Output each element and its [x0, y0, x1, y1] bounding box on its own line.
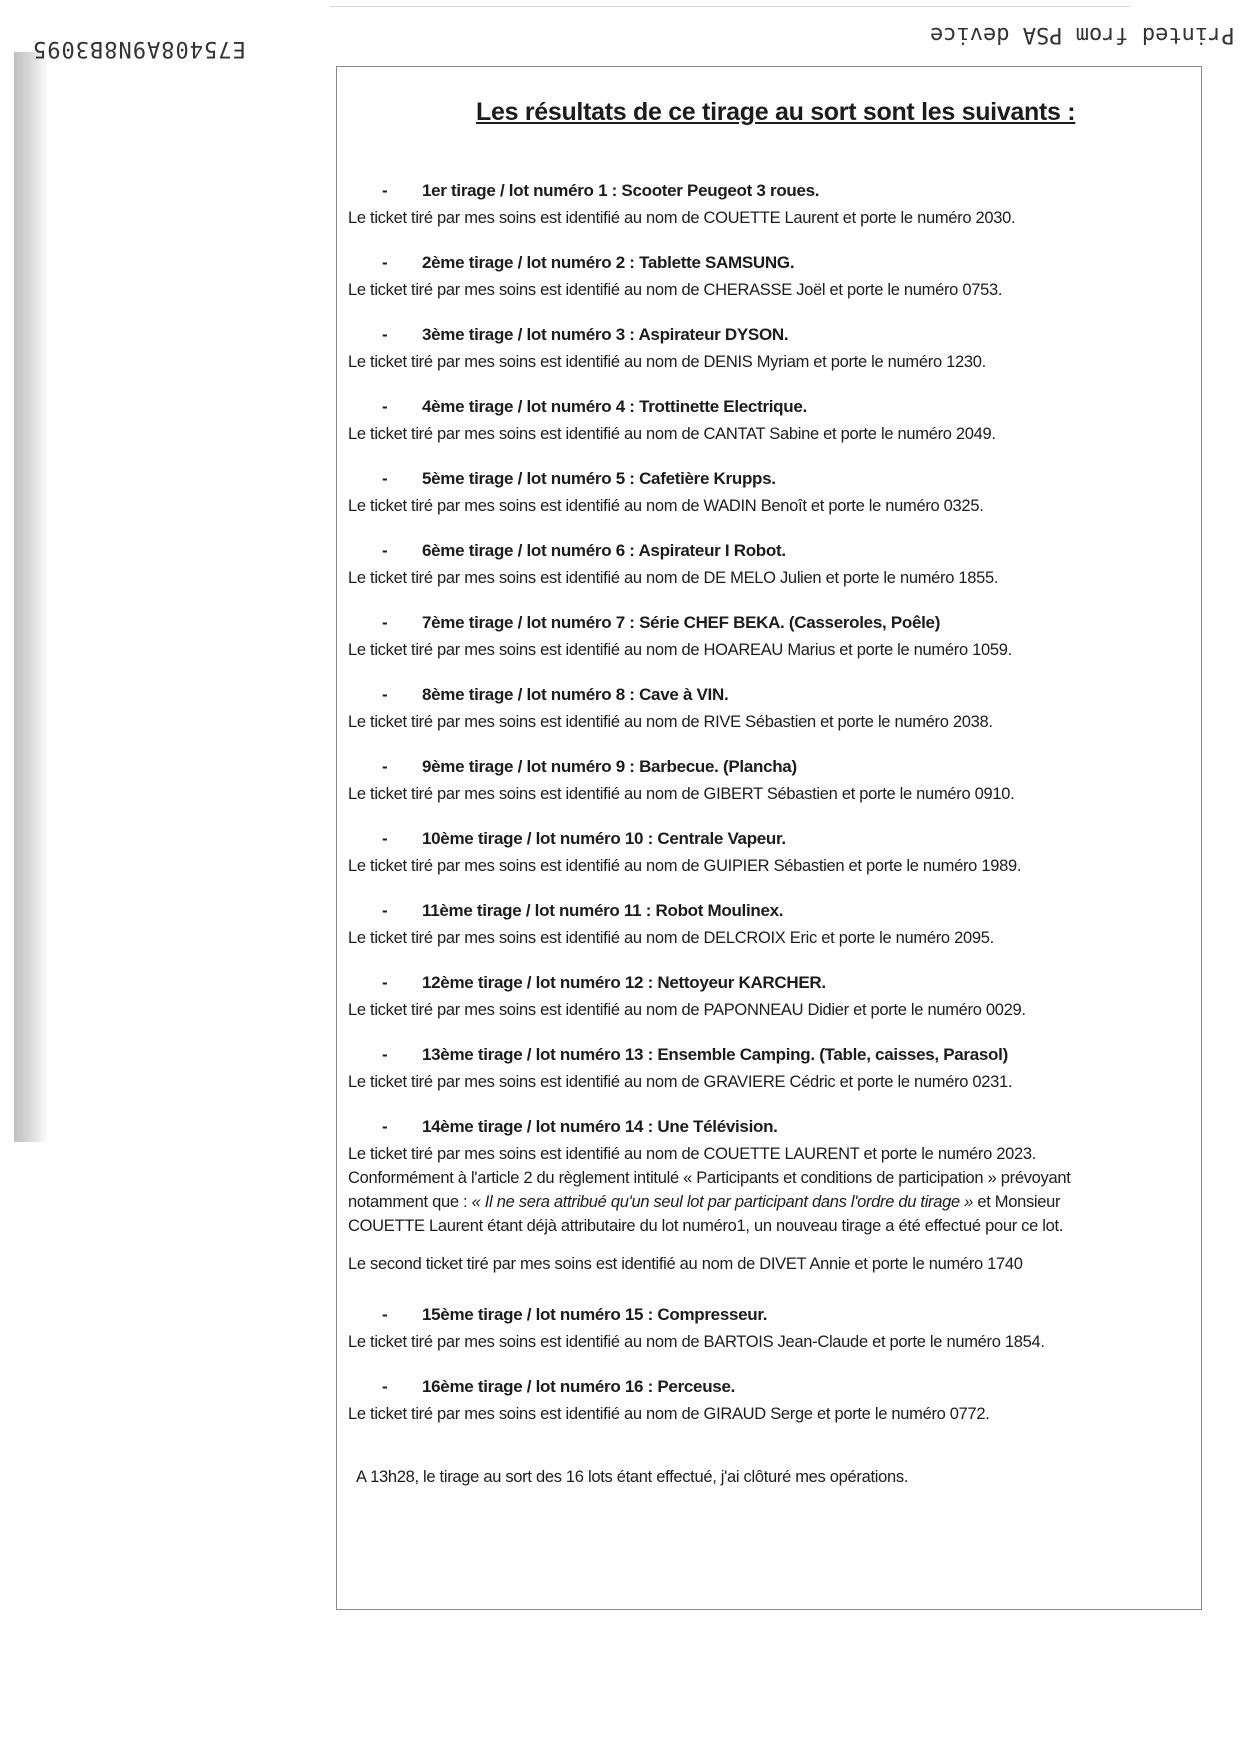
bullet-dash: -	[382, 1045, 388, 1064]
bullet-dash: -	[382, 757, 388, 776]
draw-entry-11	[348, 901, 1188, 950]
draw-heading-text: 7ème tirage / lot numéro 7 : Série CHEF BEKA. (Casseroles, Poêle)	[422, 613, 941, 632]
draw-heading-text: 5ème tirage / lot numéro 5 : Cafetière Krupps.	[422, 469, 776, 488]
draw-heading-text: 9ème tirage / lot numéro 9 : Barbecue. (Plancha)	[422, 757, 797, 776]
draw-heading-text: 12ème tirage / lot numéro 12 : Nettoyeur KARCHER.	[422, 973, 826, 992]
draw-entry-9	[348, 757, 1188, 806]
draw-heading	[348, 1117, 1188, 1137]
bullet-dash: -	[382, 829, 388, 848]
draw-entry-1	[348, 181, 1188, 230]
draw-heading-text: 14ème tirage / lot numéro 14 : Une Télévision.	[422, 1117, 778, 1136]
document-id: E75408A9N8B3095	[32, 36, 246, 61]
note-text: notamment que :	[348, 1193, 472, 1211]
draw-result: Le ticket tiré par mes soins est identifié au nom de CANTAT Sabine et porte le numéro 2049.	[348, 425, 996, 443]
draw-entry-13	[348, 1045, 1188, 1094]
draw-entry-4	[348, 397, 1188, 446]
draw-heading-text: 10ème tirage / lot numéro 10 : Centrale Vapeur.	[422, 829, 786, 848]
draw-result: Le ticket tiré par mes soins est identifié au nom de BARTOIS Jean-Claude et porte le numéro 1854.	[348, 1333, 1045, 1351]
scan-edge-shadow	[14, 52, 48, 1142]
bullet-dash: -	[382, 1305, 388, 1324]
draw-heading-text: 8ème tirage / lot numéro 8 : Cave à VIN.	[422, 685, 729, 704]
draw-heading-text: 1er tirage / lot numéro 1 : Scooter Peugeot 3 roues.	[422, 181, 820, 200]
bullet-dash: -	[382, 901, 388, 920]
draw-result: Le ticket tiré par mes soins est identifié au nom de WADIN Benoît et porte le numéro 0325.	[348, 497, 984, 515]
draw-heading	[348, 1045, 1188, 1065]
scan-top-line	[330, 6, 1130, 7]
draw-heading-text: 6ème tirage / lot numéro 6 : Aspirateur I Robot.	[422, 541, 786, 560]
draw-heading	[348, 325, 1188, 345]
draw-entry-8	[348, 685, 1188, 734]
note-text: et Monsieur	[973, 1193, 1061, 1211]
draw-heading-text: 3ème tirage / lot numéro 3 : Aspirateur DYSON.	[422, 325, 789, 344]
draw-entry-5	[348, 469, 1188, 518]
draw-entry-12	[348, 973, 1188, 1022]
draw-result: Le ticket tiré par mes soins est identifié au nom de COUETTE Laurent et porte le numéro 2030.	[348, 209, 1016, 227]
draw-result: Le ticket tiré par mes soins est identifié au nom de PAPONNEAU Didier et porte le numéro 0029.	[348, 1001, 1026, 1019]
draw-result: Le ticket tiré par mes soins est identifié au nom de CHERASSE Joël et porte le numéro 0753.	[348, 281, 1003, 299]
bullet-dash: -	[382, 613, 388, 632]
draw-heading	[348, 253, 1188, 273]
draw-heading-text: 2ème tirage / lot numéro 2 : Tablette SAMSUNG.	[422, 253, 795, 272]
draw-result: Le ticket tiré par mes soins est identifié au nom de GIRAUD Serge et porte le numéro 0772.	[348, 1405, 990, 1423]
draw-result: Le ticket tiré par mes soins est identifié au nom de RIVE Sébastien et porte le numéro 2038.	[348, 713, 993, 731]
draw-heading	[348, 757, 1188, 777]
draw-entry-2	[348, 253, 1188, 302]
draw-heading	[348, 973, 1188, 993]
bullet-dash: -	[382, 1117, 388, 1136]
draw-result: Le ticket tiré par mes soins est identifié au nom de GIBERT Sébastien et porte le numéro 0910.	[348, 785, 1015, 803]
draw-entry-16	[348, 1377, 1188, 1426]
bullet-dash: -	[382, 253, 388, 272]
draw-entry-6	[348, 541, 1188, 590]
bullet-dash: -	[382, 541, 388, 560]
draw-result: Le ticket tiré par mes soins est identifié au nom de DE MELO Julien et porte le numéro 1855.	[348, 569, 999, 587]
page-title: Les résultats de ce tirage au sort sont les suivants :	[476, 98, 1076, 126]
draw-heading	[348, 541, 1188, 561]
regulation-note-line: Conformément à l'article 2 du règlement intitulé « Participants et conditions de participation » prévoyant	[348, 1169, 1071, 1187]
draw-result: Le ticket tiré par mes soins est identifié au nom de DELCROIX Eric et porte le numéro 2095.	[348, 929, 994, 947]
draw-heading	[348, 829, 1188, 849]
draw-result: Le ticket tiré par mes soins est identifié au nom de GRAVIERE Cédric et porte le numéro 0231.	[348, 1073, 1013, 1091]
closing-statement: A 13h28, le tirage au sort des 16 lots étant effectué, j'ai clôturé mes opérations.	[356, 1468, 909, 1486]
regulation-note-line	[348, 1190, 1188, 1214]
bullet-dash: -	[382, 181, 388, 200]
draw-entry-3	[348, 325, 1188, 374]
draw-heading-text: 13ème tirage / lot numéro 13 : Ensemble Camping. (Table, caisses, Parasol)	[422, 1045, 1008, 1064]
draw-result: Le ticket tiré par mes soins est identifié au nom de DENIS Myriam et porte le numéro 1230.	[348, 353, 986, 371]
draw-heading	[348, 1377, 1188, 1397]
printed-from-label: Printed from PSA device	[930, 22, 1235, 47]
draw-entry-10	[348, 829, 1188, 878]
draw-result: Le ticket tiré par mes soins est identifié au nom de HOAREAU Marius et porte le numéro 1059.	[348, 641, 1012, 659]
draw-entry-15	[348, 1305, 1188, 1354]
regulation-quote: « Il ne sera attribué qu'un seul lot par participant dans l'ordre du tirage »	[471, 1193, 974, 1211]
bullet-dash: -	[382, 469, 388, 488]
draw-heading-text: 4ème tirage / lot numéro 4 : Trottinette Electrique.	[422, 397, 807, 416]
bullet-dash: -	[382, 325, 388, 344]
bullet-dash: -	[382, 1377, 388, 1396]
regulation-note-line: COUETTE Laurent étant déjà attributaire du lot numéro1, un nouveau tirage a été effectué pour ce lot.	[348, 1217, 1064, 1235]
draw-heading-text: 15ème tirage / lot numéro 15 : Compresseur.	[422, 1305, 768, 1324]
draw-heading	[348, 613, 1188, 633]
bullet-dash: -	[382, 397, 388, 416]
bullet-dash: -	[382, 685, 388, 704]
draw-entry-7	[348, 613, 1188, 662]
draw-result: Le ticket tiré par mes soins est identifié au nom de GUIPIER Sébastien et porte le numéro 1989.	[348, 857, 1022, 875]
draw-heading-text: 16ème tirage / lot numéro 16 : Perceuse.	[422, 1377, 736, 1396]
draw-heading	[348, 901, 1188, 921]
draw-entry-14	[348, 1117, 1188, 1276]
draw-result: Le ticket tiré par mes soins est identifié au nom de COUETTE LAURENT et porte le numéro 2023.	[348, 1145, 1037, 1163]
second-draw-result: Le second ticket tiré par mes soins est identifié au nom de DIVET Annie et porte le numéro 1740	[348, 1255, 1023, 1273]
draw-heading	[348, 397, 1188, 417]
draw-heading	[348, 685, 1188, 705]
draw-heading	[348, 1305, 1188, 1325]
draw-heading	[348, 181, 1188, 201]
draw-heading-text: 11ème tirage / lot numéro 11 : Robot Moulinex.	[422, 901, 784, 920]
draw-heading	[348, 469, 1188, 489]
bullet-dash: -	[382, 973, 388, 992]
